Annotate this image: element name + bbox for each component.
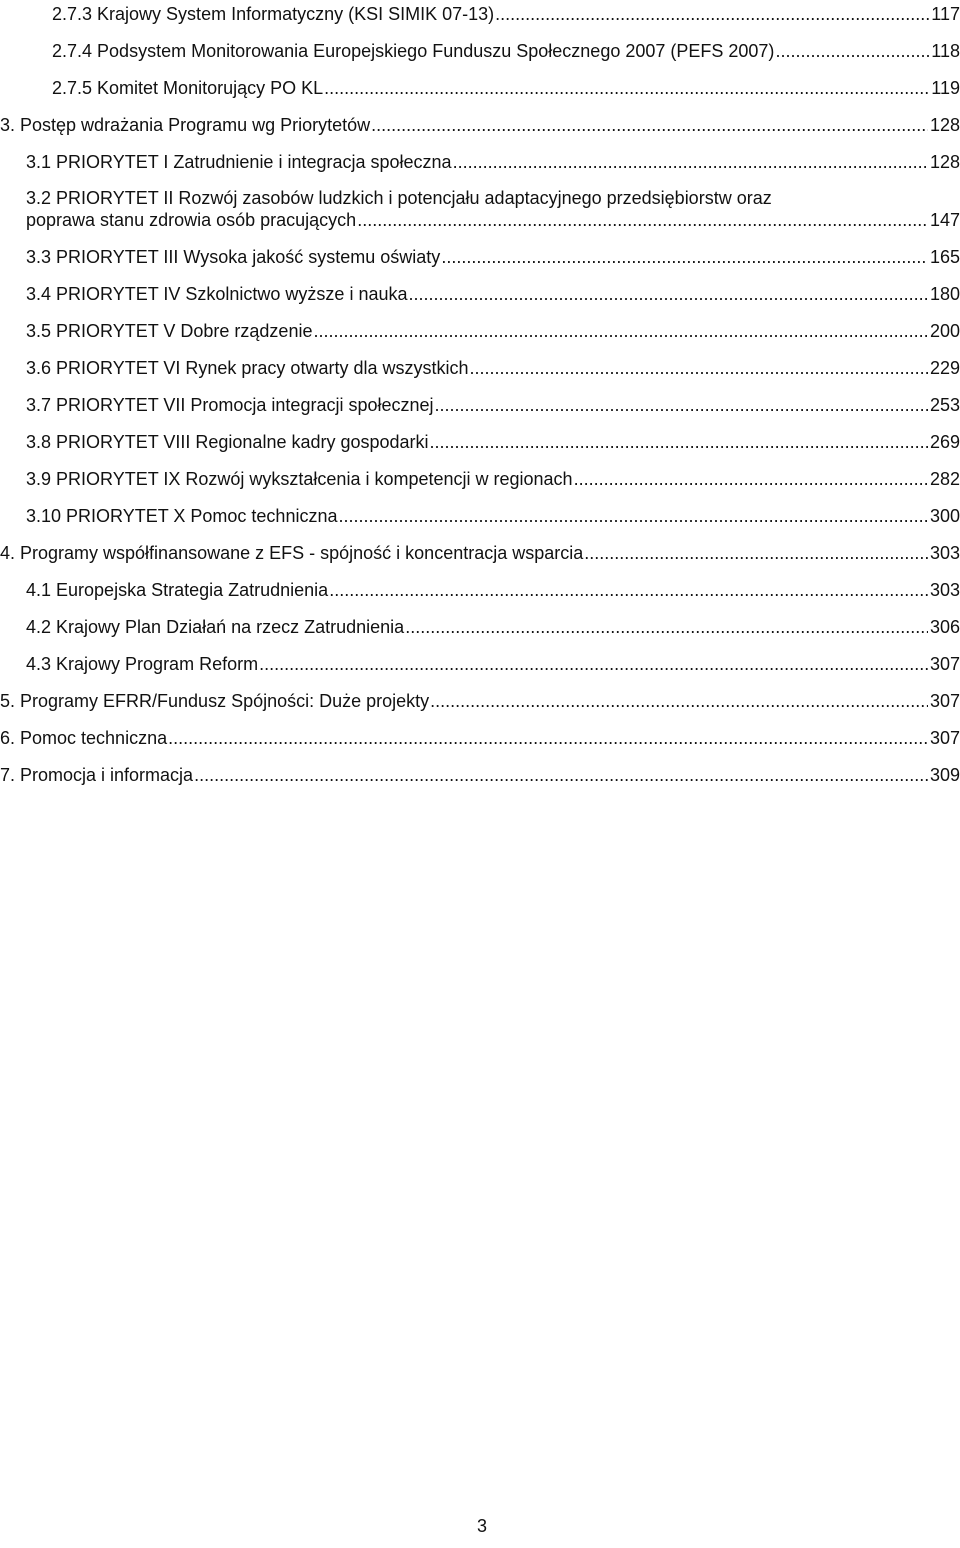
toc-leader-dots	[469, 357, 927, 379]
toc-entry-page: 309	[929, 765, 960, 785]
toc-entry-title: 3.9 PRIORYTET IX Rozwój wykształcenia i kompetencji w regionach	[26, 469, 573, 489]
toc-entry-page: 117	[931, 4, 960, 24]
toc-leader-dots	[405, 616, 928, 638]
toc-entry[interactable]	[26, 151, 960, 173]
toc-entry-title: 4. Programy współfinansowane z EFS - spójność i koncentracja wsparcia	[0, 543, 584, 563]
toc-entry-page: 306	[929, 617, 960, 637]
toc-entry-title: 3.7 PRIORYTET VII Promocja integracji społecznej	[26, 395, 434, 415]
toc-leader-dots	[259, 653, 928, 675]
toc-entry-title: 3.6 PRIORYTET VI Rynek pracy otwarty dla wszystkich	[26, 358, 469, 378]
toc-entry-title: 2.7.5 Komitet Monitorujący PO KL	[52, 78, 324, 98]
toc-entry-page: 119	[931, 78, 960, 98]
toc-leader-dots	[324, 77, 929, 99]
toc-entry[interactable]	[52, 77, 960, 99]
toc-entry-page: 307	[929, 728, 960, 748]
toc-leader-dots	[430, 431, 928, 453]
toc-entry[interactable]	[26, 357, 960, 379]
toc-entry[interactable]	[26, 283, 960, 305]
toc-entry-title: 3.8 PRIORYTET VIII Regionalne kadry gospodarki	[26, 432, 429, 452]
toc-entry-title: 4.1 Europejska Strategia Zatrudnienia	[26, 580, 329, 600]
toc-entry-title: poprawa stanu zdrowia osób pracujących	[26, 210, 357, 230]
toc-entry-page: 200	[929, 321, 960, 341]
toc-entry-title-line1[interactable]: 3.2 PRIORYTET II Rozwój zasobów ludzkich i potencjału adaptacyjnego przedsiębiorstw oraz	[26, 188, 772, 208]
toc-entry[interactable]	[26, 653, 960, 675]
toc-leader-dots	[435, 394, 928, 416]
toc-entry-title: 3.1 PRIORYTET I Zatrudnienie i integracja społeczna	[26, 152, 452, 172]
toc-leader-dots	[338, 505, 927, 527]
toc-entry-page: 307	[929, 691, 960, 711]
toc-entry[interactable]	[0, 764, 960, 786]
toc-entry-page: 303	[929, 580, 960, 600]
toc-entry-page: 229	[929, 358, 960, 378]
toc-entry-title: 5. Programy EFRR/Fundusz Spójności: Duże projekty	[0, 691, 430, 711]
toc-entry[interactable]	[0, 542, 960, 564]
toc-entry-page: 303	[929, 543, 960, 563]
page-number-text: 3	[476, 1516, 487, 1536]
toc-entry[interactable]	[52, 40, 960, 62]
toc-entry-page: 253	[929, 395, 960, 415]
toc-leader-dots	[775, 40, 929, 62]
toc-leader-dots	[357, 209, 928, 231]
toc-leader-dots	[313, 320, 927, 342]
toc-entry[interactable]	[26, 394, 960, 416]
toc-entry-page: 307	[929, 654, 960, 674]
toc-leader-dots	[408, 283, 927, 305]
toc-entry-page: 128	[929, 152, 960, 172]
toc-entry[interactable]	[0, 114, 960, 136]
toc-entry-title: 3. Postęp wdrażania Programu wg Priorytetów	[0, 115, 371, 135]
toc-entry[interactable]	[26, 505, 960, 527]
toc-leader-dots	[168, 727, 928, 749]
toc-entry-title: 3.3 PRIORYTET III Wysoka jakość systemu oświaty	[26, 247, 441, 267]
toc-leader-dots	[430, 690, 928, 712]
toc-entry-title: 6. Pomoc techniczna	[0, 728, 168, 748]
toc-entry[interactable]	[52, 3, 960, 25]
toc-entry-page: 180	[929, 284, 960, 304]
toc-entry[interactable]	[26, 209, 960, 231]
toc-entry-title: 3.4 PRIORYTET IV Szkolnictwo wyższe i nauka	[26, 284, 408, 304]
toc-entry-page: 300	[929, 506, 960, 526]
toc-entry[interactable]	[0, 690, 960, 712]
toc-entry[interactable]	[0, 727, 960, 749]
toc-entry-page: 269	[929, 432, 960, 452]
toc-entry[interactable]	[26, 246, 960, 268]
toc-entry-title: 3.5 PRIORYTET V Dobre rządzenie	[26, 321, 313, 341]
toc-leader-dots	[574, 468, 928, 490]
toc-entry-page: 282	[929, 469, 960, 489]
toc-leader-dots	[495, 3, 929, 25]
toc-entry-title: 2.7.3 Krajowy System Informatyczny (KSI SIMIK 07-13)	[52, 4, 495, 24]
toc-entry-title: 7. Promocja i informacja	[0, 765, 194, 785]
toc-entry-title: 3.10 PRIORYTET X Pomoc techniczna	[26, 506, 338, 526]
toc-entry-title: 4.3 Krajowy Program Reform	[26, 654, 259, 674]
toc-leader-dots	[441, 246, 928, 268]
toc-leader-dots	[371, 114, 928, 136]
toc-entry-title: 2.7.4 Podsystem Monitorowania Europejskiego Funduszu Społecznego 2007 (PEFS 2007)	[52, 41, 775, 61]
toc-entry-title: 4.2 Krajowy Plan Działań na rzecz Zatrudnienia	[26, 617, 405, 637]
toc-leader-dots	[194, 764, 928, 786]
toc-entry-page: 128	[929, 115, 960, 135]
toc-entry[interactable]	[26, 320, 960, 342]
toc-leader-dots	[584, 542, 928, 564]
toc-entry-page: 147	[929, 210, 960, 230]
toc-leader-dots	[453, 151, 928, 173]
toc-leader-dots	[329, 579, 928, 601]
toc-entry[interactable]	[26, 431, 960, 453]
toc-entry[interactable]	[26, 468, 960, 490]
toc-entry-page: 118	[931, 41, 960, 61]
toc-entry[interactable]	[26, 579, 960, 601]
toc-entry-page: 165	[929, 247, 960, 267]
page-number	[0, 1515, 960, 1537]
toc-entry[interactable]	[26, 616, 960, 638]
